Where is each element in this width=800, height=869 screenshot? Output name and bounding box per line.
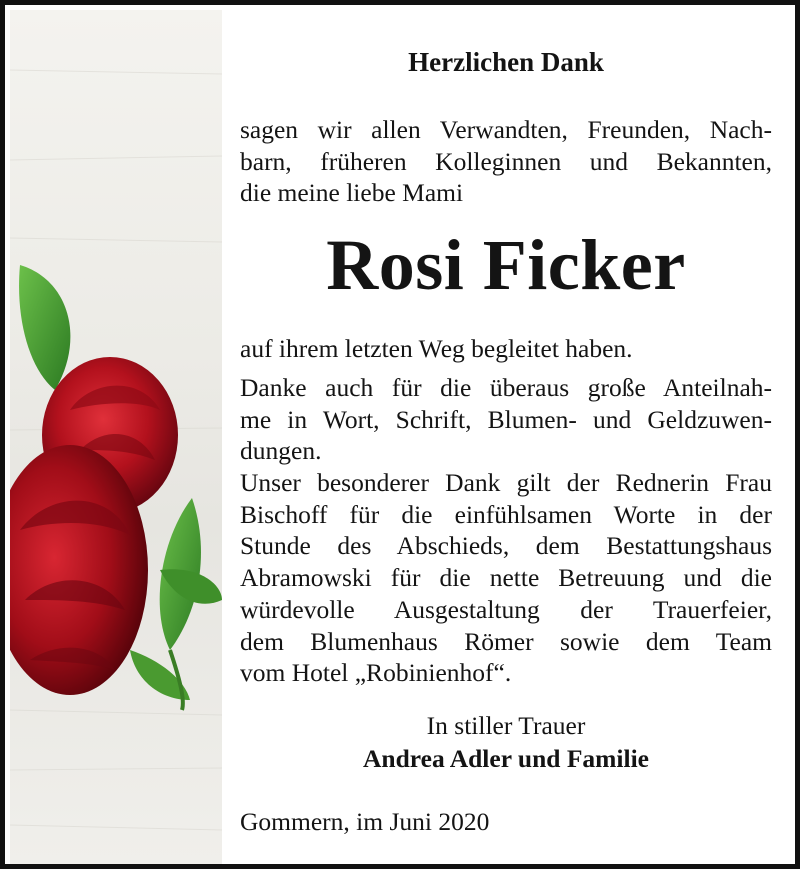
special-line: vom Hotel „Robinienhof“. bbox=[240, 658, 512, 688]
place-date: Gommern, im Juni 2020 bbox=[240, 807, 490, 836]
special-thanks-paragraph bbox=[240, 467, 772, 689]
intro-line: sagen wir allen Verwandten, Freunden, Nach- bbox=[240, 115, 772, 144]
thanks-paragraph bbox=[240, 372, 772, 467]
special-line: würdevolle Ausgestaltung der Trauerfeier, bbox=[240, 594, 772, 624]
special-line: Unser besonderer Dank gilt der Rednerin Frau bbox=[240, 468, 772, 497]
notice-text bbox=[240, 10, 772, 864]
notice-heading: Herzlichen Dank bbox=[408, 47, 604, 77]
family-signature: Andrea Adler und Familie bbox=[363, 744, 649, 773]
rose-illustration bbox=[10, 10, 222, 864]
thanks-line: Danke auch für die überaus große Anteilnah- bbox=[240, 373, 772, 402]
after-name-line: auf ihrem letzten Weg begleitet haben. bbox=[240, 334, 633, 363]
intro-line: die meine liebe Mami bbox=[240, 178, 464, 208]
thanks-line: me in Wort, Schrift, Blumen- und Geldzuwen- bbox=[240, 404, 772, 434]
special-line: dem Blumenhaus Römer sowie dem Team bbox=[240, 626, 772, 656]
mourning-line: In stiller Trauer bbox=[426, 711, 586, 740]
deceased-name: Rosi Ficker bbox=[326, 225, 686, 305]
rose-image bbox=[10, 10, 222, 864]
thanks-line: dungen. bbox=[240, 436, 322, 466]
special-line: Stunde des Abschieds, dem Bestattungshaus bbox=[240, 531, 772, 561]
intro-paragraph bbox=[240, 114, 772, 209]
special-line: Bischoff für die einfühlsamen Worte in der bbox=[240, 499, 772, 529]
special-line: Abramowski für die nette Betreuung und die bbox=[240, 563, 772, 593]
intro-line: barn, früheren Kolleginnen und Bekannten, bbox=[240, 146, 772, 176]
